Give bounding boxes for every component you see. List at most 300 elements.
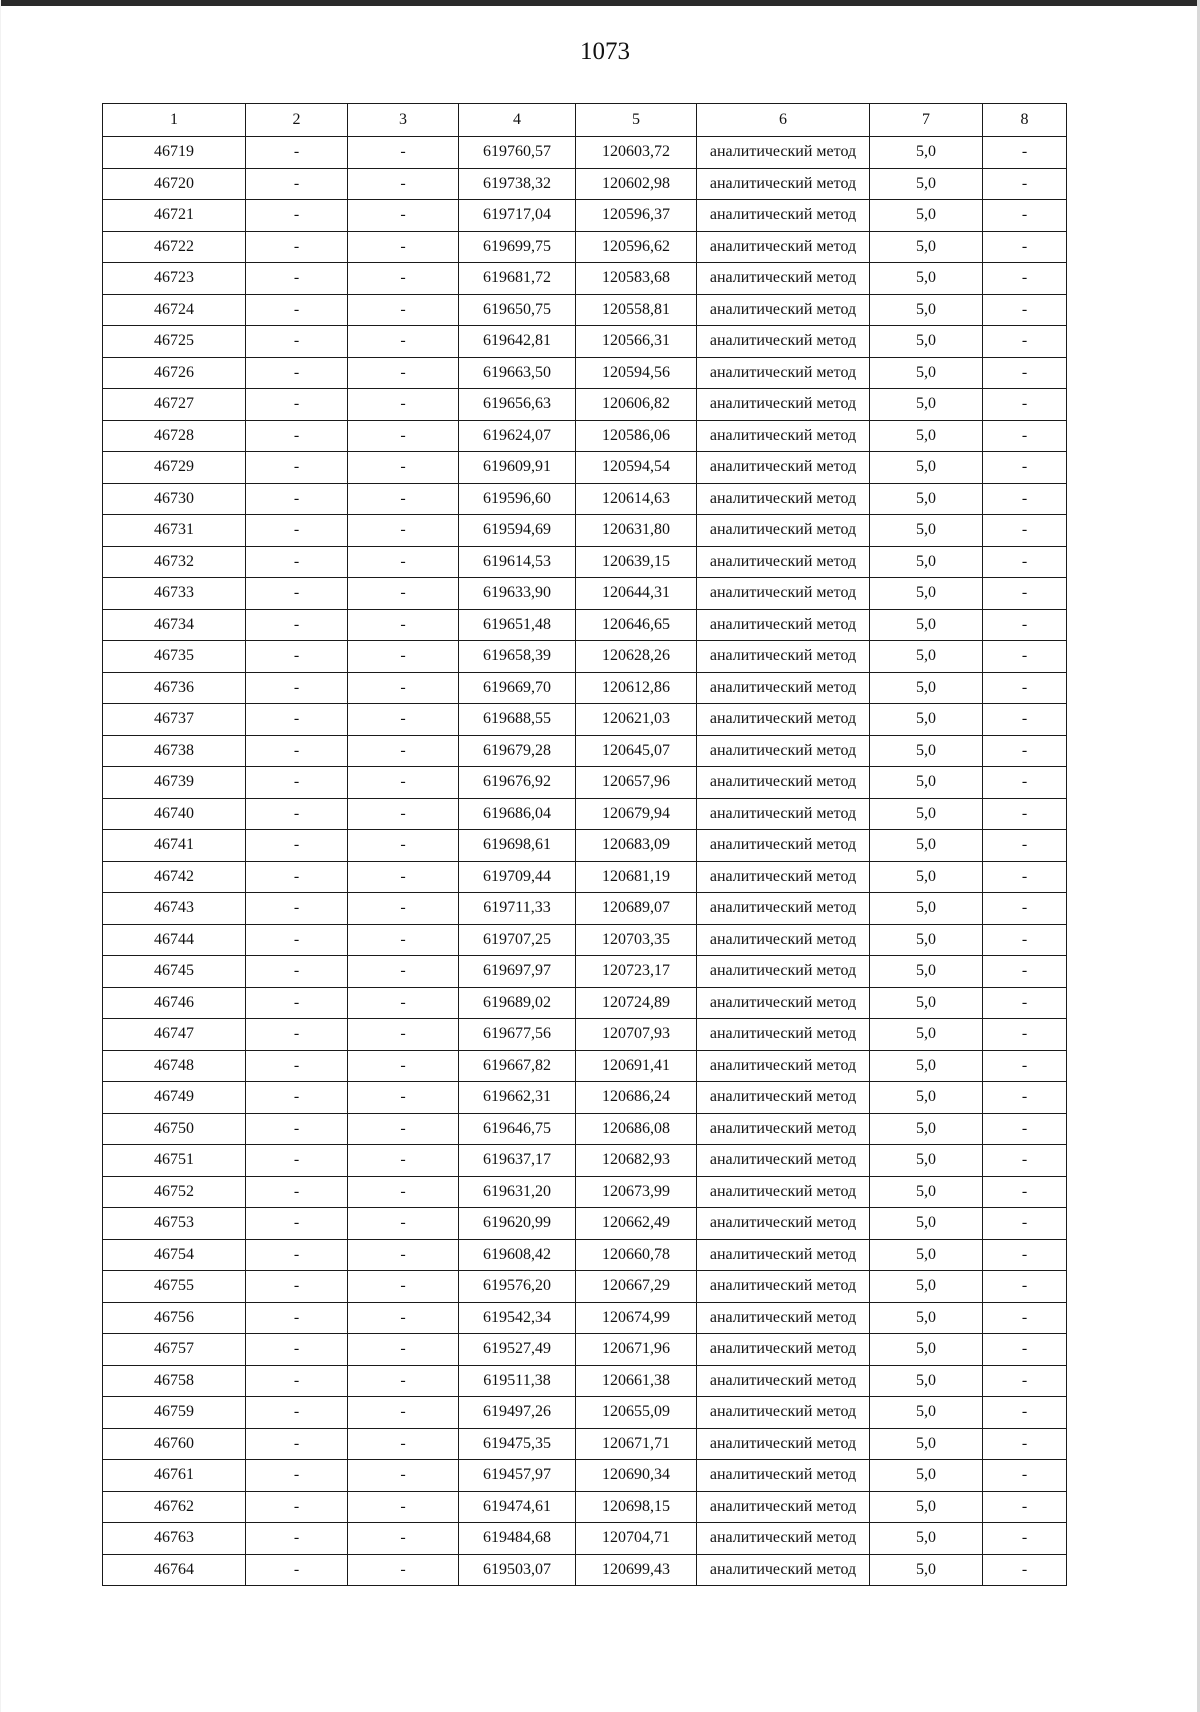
accuracy-cell: 5,0	[870, 578, 983, 610]
y-coordinate-cell: 120686,24	[576, 1082, 697, 1114]
table-row	[103, 294, 1067, 326]
col8-cell: -	[983, 357, 1067, 389]
x-coordinate-cell: 619689,02	[459, 987, 576, 1019]
col2-cell: -	[246, 452, 348, 484]
column-header: 6	[697, 104, 870, 137]
col2-cell: -	[246, 767, 348, 799]
x-coordinate-cell: 619596,60	[459, 483, 576, 515]
method-cell: аналитический метод	[697, 735, 870, 767]
table-row	[103, 168, 1067, 200]
point-number-cell: 46764	[103, 1554, 246, 1586]
point-number-cell: 46752	[103, 1176, 246, 1208]
method-cell: аналитический метод	[697, 924, 870, 956]
col3-cell: -	[348, 1523, 459, 1555]
x-coordinate-cell: 619457,97	[459, 1460, 576, 1492]
y-coordinate-cell: 120596,37	[576, 200, 697, 232]
accuracy-cell: 5,0	[870, 263, 983, 295]
col8-cell: -	[983, 515, 1067, 547]
method-cell: аналитический метод	[697, 168, 870, 200]
col3-cell: -	[348, 231, 459, 263]
scan-top-edge	[0, 0, 1200, 6]
col2-cell: -	[246, 420, 348, 452]
method-cell: аналитический метод	[697, 609, 870, 641]
accuracy-cell: 5,0	[870, 326, 983, 358]
point-number-cell: 46740	[103, 798, 246, 830]
col3-cell: -	[348, 830, 459, 862]
x-coordinate-cell: 619624,07	[459, 420, 576, 452]
method-cell: аналитический метод	[697, 1491, 870, 1523]
accuracy-cell: 5,0	[870, 420, 983, 452]
table-row	[103, 609, 1067, 641]
col8-cell: -	[983, 483, 1067, 515]
table-row	[103, 1523, 1067, 1555]
table-row	[103, 830, 1067, 862]
y-coordinate-cell: 120612,86	[576, 672, 697, 704]
col3-cell: -	[348, 1365, 459, 1397]
col8-cell: -	[983, 1019, 1067, 1051]
col2-cell: -	[246, 168, 348, 200]
table-row	[103, 987, 1067, 1019]
col3-cell: -	[348, 798, 459, 830]
table-row	[103, 1176, 1067, 1208]
point-number-cell: 46728	[103, 420, 246, 452]
x-coordinate-cell: 619484,68	[459, 1523, 576, 1555]
col8-cell: -	[983, 137, 1067, 169]
y-coordinate-cell: 120707,93	[576, 1019, 697, 1051]
y-coordinate-cell: 120704,71	[576, 1523, 697, 1555]
point-number-cell: 46722	[103, 231, 246, 263]
point-number-cell: 46762	[103, 1491, 246, 1523]
x-coordinate-cell: 619609,91	[459, 452, 576, 484]
point-number-cell: 46726	[103, 357, 246, 389]
col2-cell: -	[246, 1019, 348, 1051]
col3-cell: -	[348, 893, 459, 925]
table-row	[103, 452, 1067, 484]
point-number-cell: 46761	[103, 1460, 246, 1492]
accuracy-cell: 5,0	[870, 515, 983, 547]
x-coordinate-cell: 619475,35	[459, 1428, 576, 1460]
col3-cell: -	[348, 735, 459, 767]
x-coordinate-cell: 619717,04	[459, 200, 576, 232]
column-header: 1	[103, 104, 246, 137]
column-header: 8	[983, 104, 1067, 137]
col2-cell: -	[246, 137, 348, 169]
col3-cell: -	[348, 1145, 459, 1177]
accuracy-cell: 5,0	[870, 672, 983, 704]
y-coordinate-cell: 120674,99	[576, 1302, 697, 1334]
x-coordinate-cell: 619642,81	[459, 326, 576, 358]
x-coordinate-cell: 619497,26	[459, 1397, 576, 1429]
accuracy-cell: 5,0	[870, 1302, 983, 1334]
col2-cell: -	[246, 1365, 348, 1397]
scan-left-edge	[0, 0, 1, 1712]
accuracy-cell: 5,0	[870, 1019, 983, 1051]
x-coordinate-cell: 619688,55	[459, 704, 576, 736]
col3-cell: -	[348, 956, 459, 988]
col8-cell: -	[983, 1050, 1067, 1082]
accuracy-cell: 5,0	[870, 735, 983, 767]
y-coordinate-cell: 120683,09	[576, 830, 697, 862]
point-number-cell: 46733	[103, 578, 246, 610]
col3-cell: -	[348, 1334, 459, 1366]
col2-cell: -	[246, 861, 348, 893]
accuracy-cell: 5,0	[870, 1491, 983, 1523]
col8-cell: -	[983, 1302, 1067, 1334]
accuracy-cell: 5,0	[870, 893, 983, 925]
accuracy-cell: 5,0	[870, 1365, 983, 1397]
y-coordinate-cell: 120671,96	[576, 1334, 697, 1366]
col2-cell: -	[246, 735, 348, 767]
table-row	[103, 1554, 1067, 1586]
y-coordinate-cell: 120689,07	[576, 893, 697, 925]
col3-cell: -	[348, 672, 459, 704]
col8-cell: -	[983, 1334, 1067, 1366]
col2-cell: -	[246, 1397, 348, 1429]
col3-cell: -	[348, 1208, 459, 1240]
accuracy-cell: 5,0	[870, 1145, 983, 1177]
col3-cell: -	[348, 452, 459, 484]
col8-cell: -	[983, 168, 1067, 200]
point-number-cell: 46750	[103, 1113, 246, 1145]
method-cell: аналитический метод	[697, 326, 870, 358]
table-row	[103, 1302, 1067, 1334]
table-row	[103, 641, 1067, 673]
col2-cell: -	[246, 1050, 348, 1082]
col3-cell: -	[348, 987, 459, 1019]
x-coordinate-cell: 619698,61	[459, 830, 576, 862]
method-cell: аналитический метод	[697, 578, 870, 610]
col8-cell: -	[983, 326, 1067, 358]
y-coordinate-cell: 120655,09	[576, 1397, 697, 1429]
accuracy-cell: 5,0	[870, 704, 983, 736]
col3-cell: -	[348, 1397, 459, 1429]
method-cell: аналитический метод	[697, 231, 870, 263]
point-number-cell: 46758	[103, 1365, 246, 1397]
point-number-cell: 46723	[103, 263, 246, 295]
method-cell: аналитический метод	[697, 1176, 870, 1208]
method-cell: аналитический метод	[697, 704, 870, 736]
y-coordinate-cell: 120703,35	[576, 924, 697, 956]
table-row	[103, 578, 1067, 610]
x-coordinate-cell: 619656,63	[459, 389, 576, 421]
method-cell: аналитический метод	[697, 1523, 870, 1555]
col8-cell: -	[983, 893, 1067, 925]
col3-cell: -	[348, 546, 459, 578]
y-coordinate-cell: 120558,81	[576, 294, 697, 326]
accuracy-cell: 5,0	[870, 798, 983, 830]
table-row	[103, 924, 1067, 956]
method-cell: аналитический метод	[697, 1239, 870, 1271]
point-number-cell: 46744	[103, 924, 246, 956]
method-cell: аналитический метод	[697, 1145, 870, 1177]
method-cell: аналитический метод	[697, 672, 870, 704]
y-coordinate-cell: 120566,31	[576, 326, 697, 358]
col2-cell: -	[246, 231, 348, 263]
y-coordinate-cell: 120673,99	[576, 1176, 697, 1208]
point-number-cell: 46747	[103, 1019, 246, 1051]
accuracy-cell: 5,0	[870, 357, 983, 389]
col3-cell: -	[348, 1428, 459, 1460]
col2-cell: -	[246, 263, 348, 295]
column-header: 4	[459, 104, 576, 137]
x-coordinate-cell: 619620,99	[459, 1208, 576, 1240]
col3-cell: -	[348, 1271, 459, 1303]
point-number-cell: 46763	[103, 1523, 246, 1555]
y-coordinate-cell: 120724,89	[576, 987, 697, 1019]
point-number-cell: 46734	[103, 609, 246, 641]
col8-cell: -	[983, 1176, 1067, 1208]
method-cell: аналитический метод	[697, 1019, 870, 1051]
method-cell: аналитический метод	[697, 861, 870, 893]
method-cell: аналитический метод	[697, 830, 870, 862]
table-row	[103, 956, 1067, 988]
method-cell: аналитический метод	[697, 1334, 870, 1366]
accuracy-cell: 5,0	[870, 452, 983, 484]
method-cell: аналитический метод	[697, 1271, 870, 1303]
col2-cell: -	[246, 483, 348, 515]
point-number-cell: 46727	[103, 389, 246, 421]
col3-cell: -	[348, 704, 459, 736]
col3-cell: -	[348, 578, 459, 610]
method-cell: аналитический метод	[697, 452, 870, 484]
accuracy-cell: 5,0	[870, 483, 983, 515]
method-cell: аналитический метод	[697, 1428, 870, 1460]
y-coordinate-cell: 120698,15	[576, 1491, 697, 1523]
accuracy-cell: 5,0	[870, 1113, 983, 1145]
col2-cell: -	[246, 1428, 348, 1460]
method-cell: аналитический метод	[697, 798, 870, 830]
col8-cell: -	[983, 798, 1067, 830]
col3-cell: -	[348, 357, 459, 389]
col2-cell: -	[246, 798, 348, 830]
table-row	[103, 420, 1067, 452]
col3-cell: -	[348, 767, 459, 799]
point-number-cell: 46737	[103, 704, 246, 736]
point-number-cell: 46736	[103, 672, 246, 704]
method-cell: аналитический метод	[697, 137, 870, 169]
table-row	[103, 1271, 1067, 1303]
col2-cell: -	[246, 893, 348, 925]
y-coordinate-cell: 120681,19	[576, 861, 697, 893]
accuracy-cell: 5,0	[870, 389, 983, 421]
col8-cell: -	[983, 1428, 1067, 1460]
method-cell: аналитический метод	[697, 1082, 870, 1114]
point-number-cell: 46725	[103, 326, 246, 358]
x-coordinate-cell: 619594,69	[459, 515, 576, 547]
method-cell: аналитический метод	[697, 515, 870, 547]
col2-cell: -	[246, 641, 348, 673]
table-row	[103, 1460, 1067, 1492]
table-row	[103, 483, 1067, 515]
col2-cell: -	[246, 1460, 348, 1492]
method-cell: аналитический метод	[697, 389, 870, 421]
col3-cell: -	[348, 389, 459, 421]
y-coordinate-cell: 120657,96	[576, 767, 697, 799]
y-coordinate-cell: 120594,56	[576, 357, 697, 389]
accuracy-cell: 5,0	[870, 1239, 983, 1271]
accuracy-cell: 5,0	[870, 1460, 983, 1492]
table-row	[103, 798, 1067, 830]
method-cell: аналитический метод	[697, 483, 870, 515]
x-coordinate-cell: 619760,57	[459, 137, 576, 169]
method-cell: аналитический метод	[697, 1554, 870, 1586]
col2-cell: -	[246, 1082, 348, 1114]
method-cell: аналитический метод	[697, 1050, 870, 1082]
y-coordinate-cell: 120606,82	[576, 389, 697, 421]
col2-cell: -	[246, 1239, 348, 1271]
table-row	[103, 546, 1067, 578]
accuracy-cell: 5,0	[870, 168, 983, 200]
y-coordinate-cell: 120646,65	[576, 609, 697, 641]
method-cell: аналитический метод	[697, 641, 870, 673]
table-row	[103, 1491, 1067, 1523]
col8-cell: -	[983, 1239, 1067, 1271]
col8-cell: -	[983, 641, 1067, 673]
col2-cell: -	[246, 1302, 348, 1334]
col2-cell: -	[246, 672, 348, 704]
point-number-cell: 46724	[103, 294, 246, 326]
point-number-cell: 46754	[103, 1239, 246, 1271]
x-coordinate-cell: 619658,39	[459, 641, 576, 673]
table-row	[103, 1397, 1067, 1429]
method-cell: аналитический метод	[697, 200, 870, 232]
method-cell: аналитический метод	[697, 357, 870, 389]
method-cell: аналитический метод	[697, 1460, 870, 1492]
point-number-cell: 46746	[103, 987, 246, 1019]
col2-cell: -	[246, 1176, 348, 1208]
point-number-cell: 46755	[103, 1271, 246, 1303]
y-coordinate-cell: 120671,71	[576, 1428, 697, 1460]
x-coordinate-cell: 619650,75	[459, 294, 576, 326]
accuracy-cell: 5,0	[870, 956, 983, 988]
accuracy-cell: 5,0	[870, 1050, 983, 1082]
accuracy-cell: 5,0	[870, 1428, 983, 1460]
col3-cell: -	[348, 263, 459, 295]
y-coordinate-cell: 120699,43	[576, 1554, 697, 1586]
col8-cell: -	[983, 1145, 1067, 1177]
col2-cell: -	[246, 578, 348, 610]
accuracy-cell: 5,0	[870, 231, 983, 263]
accuracy-cell: 5,0	[870, 641, 983, 673]
col8-cell: -	[983, 830, 1067, 862]
col3-cell: -	[348, 609, 459, 641]
method-cell: аналитический метод	[697, 956, 870, 988]
accuracy-cell: 5,0	[870, 767, 983, 799]
method-cell: аналитический метод	[697, 987, 870, 1019]
column-header: 2	[246, 104, 348, 137]
table-row	[103, 389, 1067, 421]
y-coordinate-cell: 120628,26	[576, 641, 697, 673]
method-cell: аналитический метод	[697, 263, 870, 295]
y-coordinate-cell: 120667,29	[576, 1271, 697, 1303]
column-header: 5	[576, 104, 697, 137]
col8-cell: -	[983, 452, 1067, 484]
method-cell: аналитический метод	[697, 546, 870, 578]
col3-cell: -	[348, 1176, 459, 1208]
col8-cell: -	[983, 1491, 1067, 1523]
method-cell: аналитический метод	[697, 893, 870, 925]
col3-cell: -	[348, 1554, 459, 1586]
y-coordinate-cell: 120645,07	[576, 735, 697, 767]
table-row	[103, 1208, 1067, 1240]
accuracy-cell: 5,0	[870, 1397, 983, 1429]
col8-cell: -	[983, 231, 1067, 263]
method-cell: аналитический метод	[697, 1208, 870, 1240]
col3-cell: -	[348, 924, 459, 956]
table-row	[103, 893, 1067, 925]
column-header: 7	[870, 104, 983, 137]
table-row	[103, 1145, 1067, 1177]
col8-cell: -	[983, 546, 1067, 578]
table-row	[103, 263, 1067, 295]
col8-cell: -	[983, 956, 1067, 988]
x-coordinate-cell: 619608,42	[459, 1239, 576, 1271]
x-coordinate-cell: 619503,07	[459, 1554, 576, 1586]
point-number-cell: 46760	[103, 1428, 246, 1460]
table-row	[103, 1365, 1067, 1397]
col2-cell: -	[246, 1523, 348, 1555]
point-number-cell: 46729	[103, 452, 246, 484]
y-coordinate-cell: 120583,68	[576, 263, 697, 295]
x-coordinate-cell: 619711,33	[459, 893, 576, 925]
accuracy-cell: 5,0	[870, 294, 983, 326]
x-coordinate-cell: 619637,17	[459, 1145, 576, 1177]
col3-cell: -	[348, 326, 459, 358]
method-cell: аналитический метод	[697, 1113, 870, 1145]
col8-cell: -	[983, 1208, 1067, 1240]
col3-cell: -	[348, 294, 459, 326]
accuracy-cell: 5,0	[870, 1176, 983, 1208]
col2-cell: -	[246, 1113, 348, 1145]
col3-cell: -	[348, 641, 459, 673]
col8-cell: -	[983, 767, 1067, 799]
table-row	[103, 1082, 1067, 1114]
method-cell: аналитический метод	[697, 1302, 870, 1334]
col8-cell: -	[983, 861, 1067, 893]
x-coordinate-cell: 619474,61	[459, 1491, 576, 1523]
col8-cell: -	[983, 420, 1067, 452]
method-cell: аналитический метод	[697, 420, 870, 452]
point-number-cell: 46730	[103, 483, 246, 515]
col2-cell: -	[246, 987, 348, 1019]
table-row	[103, 1019, 1067, 1051]
point-number-cell: 46732	[103, 546, 246, 578]
col3-cell: -	[348, 1050, 459, 1082]
x-coordinate-cell: 619511,38	[459, 1365, 576, 1397]
y-coordinate-cell: 120662,49	[576, 1208, 697, 1240]
y-coordinate-cell: 120686,08	[576, 1113, 697, 1145]
point-number-cell: 46739	[103, 767, 246, 799]
col2-cell: -	[246, 357, 348, 389]
col8-cell: -	[983, 1113, 1067, 1145]
col8-cell: -	[983, 1397, 1067, 1429]
y-coordinate-cell: 120631,80	[576, 515, 697, 547]
point-number-cell: 46721	[103, 200, 246, 232]
col2-cell: -	[246, 1145, 348, 1177]
method-cell: аналитический метод	[697, 1365, 870, 1397]
x-coordinate-cell: 619542,34	[459, 1302, 576, 1334]
point-number-cell: 46749	[103, 1082, 246, 1114]
x-coordinate-cell: 619699,75	[459, 231, 576, 263]
page-number: 1073	[580, 38, 630, 65]
point-number-cell: 46741	[103, 830, 246, 862]
col2-cell: -	[246, 1271, 348, 1303]
x-coordinate-cell: 619576,20	[459, 1271, 576, 1303]
x-coordinate-cell: 619677,56	[459, 1019, 576, 1051]
y-coordinate-cell: 120690,34	[576, 1460, 697, 1492]
y-coordinate-cell: 120682,93	[576, 1145, 697, 1177]
table-row	[103, 672, 1067, 704]
